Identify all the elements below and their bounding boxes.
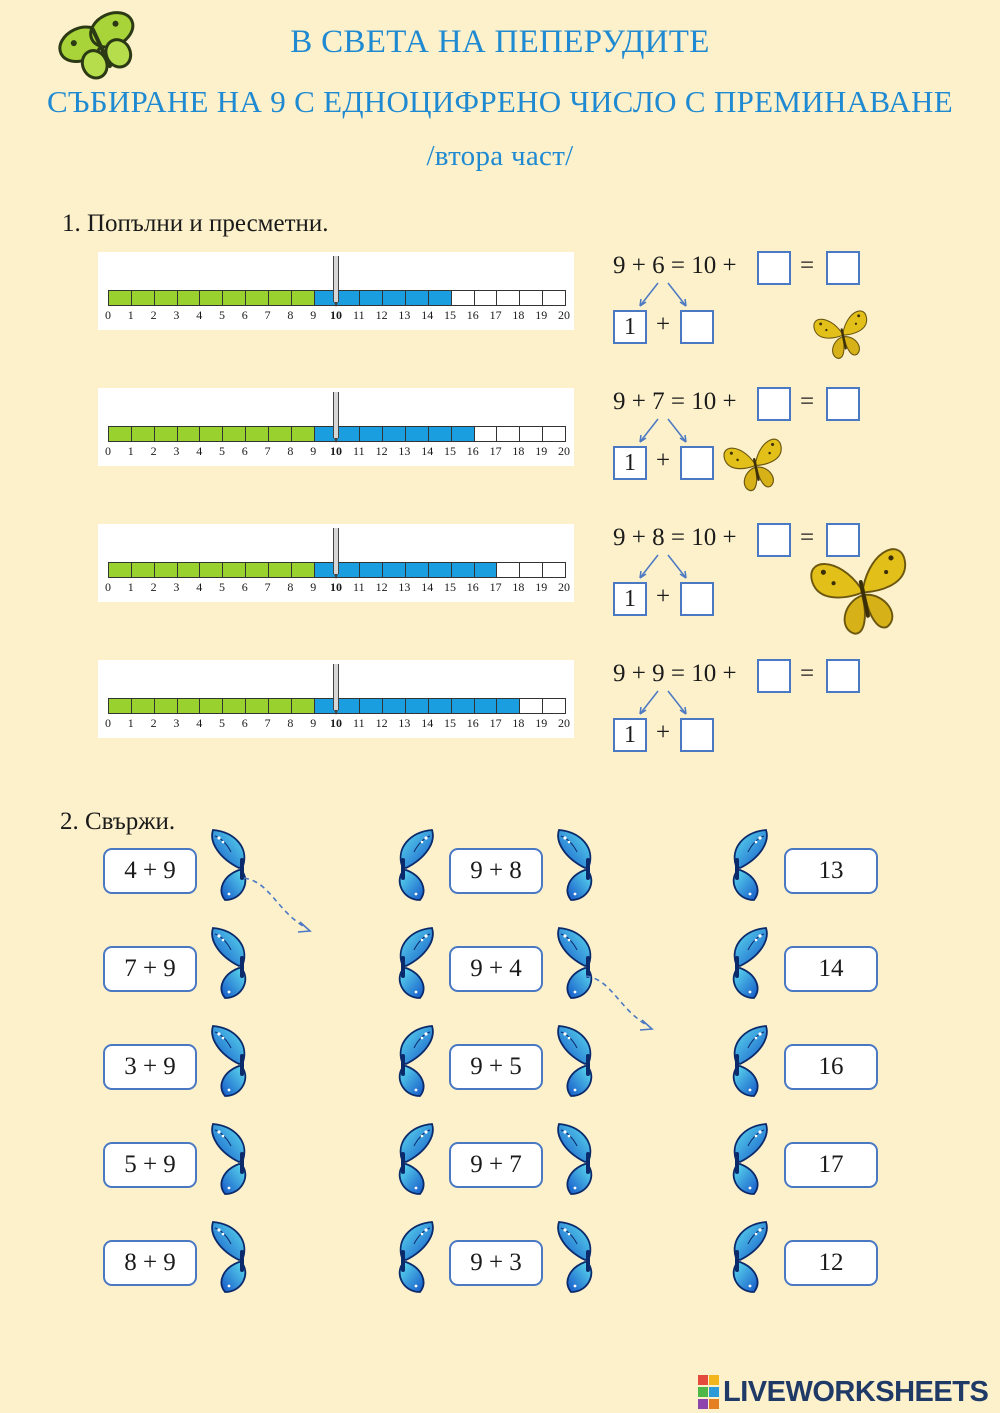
logo-text: LIVEWORKSHEETS	[723, 1375, 989, 1408]
ten-marker-needle	[333, 664, 339, 710]
number-line-cell	[109, 563, 132, 577]
number-line-cell	[360, 699, 383, 713]
number-line-cell	[406, 291, 429, 305]
number-line-label: 9	[310, 580, 317, 594]
number-line-label: 12	[375, 444, 388, 458]
number-line-cell	[132, 291, 155, 305]
number-line-label: 5	[219, 444, 225, 458]
number-line-label: 19	[535, 716, 548, 730]
number-line-label: 3	[173, 716, 180, 730]
number-line-label: 1	[127, 444, 134, 458]
number-line-label: 18	[512, 580, 525, 594]
result-card[interactable]: 13	[784, 848, 878, 894]
number-line-label: 17	[489, 580, 502, 594]
equals-sign: =	[800, 524, 815, 551]
number-line-label: 20	[558, 716, 570, 730]
number-line-label: 13	[398, 308, 411, 322]
number-line-cell	[132, 699, 155, 713]
number-line-label: 15	[444, 716, 456, 730]
number-line-cell	[200, 427, 223, 441]
number-line-cell	[269, 291, 292, 305]
number-line-label: 0	[105, 580, 111, 594]
blue-butterfly-icon[interactable]	[392, 1024, 442, 1105]
number-line-cell	[155, 291, 178, 305]
number-line-label: 2	[150, 444, 157, 458]
number-line-label: 6	[241, 580, 248, 594]
number-line-cell	[497, 427, 520, 441]
answer-box-result[interactable]	[826, 251, 860, 285]
number-line-cell	[178, 563, 201, 577]
answer-box-result[interactable]	[826, 387, 860, 421]
number-line-label: 12	[375, 716, 388, 730]
number-line-label: 6	[241, 716, 248, 730]
middle-expression-card[interactable]: 9 + 3	[449, 1240, 543, 1286]
plus-sign: +	[656, 311, 671, 338]
middle-expression-card[interactable]: 9 + 4	[449, 946, 543, 992]
number-line-label: 17	[489, 308, 502, 322]
number-line-label: 9	[310, 308, 317, 322]
answer-box-split[interactable]	[680, 582, 714, 616]
number-line-label: 4	[196, 716, 203, 730]
number-line-label: 14	[421, 580, 434, 594]
number-line-label: 7	[264, 716, 271, 730]
number-line-cell	[178, 427, 201, 441]
number-line-cell	[269, 427, 292, 441]
blue-butterfly-icon[interactable]	[726, 828, 776, 909]
answer-box-addend[interactable]	[757, 523, 791, 557]
number-line-label: 16	[466, 444, 479, 458]
blue-butterfly-icon[interactable]	[203, 1220, 253, 1301]
page-part: /втора част/	[426, 140, 574, 172]
number-line-cell	[360, 427, 383, 441]
answer-box-split[interactable]	[680, 446, 714, 480]
number-line-cell	[520, 427, 543, 441]
number-line-cell	[337, 699, 360, 713]
answer-box-split[interactable]	[680, 310, 714, 344]
number-line-cell	[520, 699, 543, 713]
answer-box-addend[interactable]	[757, 659, 791, 693]
answer-box-result[interactable]	[826, 659, 860, 693]
number-line-cell	[520, 563, 543, 577]
number-line-cell	[543, 563, 565, 577]
number-line-cell	[155, 563, 178, 577]
number-line-label: 8	[287, 444, 294, 458]
blue-butterfly-icon[interactable]	[203, 1024, 253, 1105]
blue-butterfly-icon[interactable]	[549, 1122, 599, 1203]
number-line-label: 5	[219, 580, 225, 594]
number-line-cell	[269, 563, 292, 577]
left-expression-card[interactable]: 4 + 9	[103, 848, 197, 894]
middle-expression-card[interactable]: 9 + 5	[449, 1044, 543, 1090]
number-line-cell	[155, 427, 178, 441]
number-line-label: 10	[330, 444, 342, 458]
number-line-cell	[200, 291, 223, 305]
number-line-label: 13	[398, 716, 411, 730]
number-line-label: 16	[466, 308, 479, 322]
number-line-cell	[223, 427, 246, 441]
answer-box-addend[interactable]	[757, 387, 791, 421]
blue-butterfly-icon[interactable]	[392, 828, 442, 909]
answer-box-addend[interactable]	[757, 251, 791, 285]
number-line-label: 14	[421, 716, 434, 730]
split-arrows-icon	[628, 280, 698, 310]
dashed-arrow-2	[582, 968, 662, 1038]
number-line-cell	[109, 291, 132, 305]
green-butterfly-icon	[58, 8, 144, 86]
number-line	[98, 252, 574, 330]
number-line-cell	[383, 427, 406, 441]
number-line-cell	[383, 291, 406, 305]
number-line-cell	[452, 291, 475, 305]
number-line-label: 9	[310, 444, 317, 458]
number-line-label: 19	[535, 580, 548, 594]
blue-butterfly-icon[interactable]	[726, 1122, 776, 1203]
split-arrows-icon	[628, 552, 698, 582]
number-line-cell	[132, 563, 155, 577]
number-line-cell	[475, 291, 498, 305]
plus-sign: +	[656, 719, 671, 746]
number-line-label: 7	[264, 580, 271, 594]
task2-label: 2. Свържи.	[60, 808, 176, 835]
number-line-label: 20	[558, 308, 570, 322]
number-line-label: 4	[196, 444, 203, 458]
number-line-cell	[497, 291, 520, 305]
number-line-label: 0	[105, 716, 111, 730]
number-line-cell	[292, 699, 315, 713]
plus-sign: +	[656, 447, 671, 474]
number-line-cell	[223, 699, 246, 713]
result-card[interactable]: 14	[784, 946, 878, 992]
number-line-label: 18	[512, 716, 525, 730]
number-line-label: 8	[287, 308, 294, 322]
blue-butterfly-icon[interactable]	[726, 926, 776, 1007]
number-line-label: 14	[421, 308, 434, 322]
number-line-label: 16	[466, 580, 479, 594]
split-one-box: 1	[613, 310, 647, 344]
number-line-cell	[223, 563, 246, 577]
number-line-label: 2	[150, 580, 157, 594]
number-line-cell	[497, 699, 520, 713]
number-line	[98, 388, 574, 466]
blue-butterfly-icon[interactable]	[392, 1220, 442, 1301]
number-line	[98, 524, 574, 602]
number-line-label: 19	[535, 308, 548, 322]
number-line-cell	[543, 291, 565, 305]
number-line-cell	[246, 563, 269, 577]
number-line-label: 15	[444, 580, 456, 594]
number-line-label: 11	[353, 716, 365, 730]
liveworksheets-logo	[698, 1372, 988, 1412]
split-one-box: 1	[613, 582, 647, 616]
number-line-cell	[292, 563, 315, 577]
middle-expression-card[interactable]: 9 + 8	[449, 848, 543, 894]
number-line-label: 17	[489, 444, 502, 458]
blue-butterfly-icon[interactable]	[726, 1220, 776, 1301]
number-line-label: 6	[241, 308, 248, 322]
number-line-cell	[178, 291, 201, 305]
number-line-label: 8	[287, 580, 294, 594]
number-line-label: 11	[353, 444, 365, 458]
number-line-label: 8	[287, 716, 294, 730]
number-line-label: 3	[173, 308, 180, 322]
blue-butterfly-icon[interactable]	[392, 926, 442, 1007]
number-line-label: 19	[535, 444, 548, 458]
number-line-cell	[200, 699, 223, 713]
equals-sign: =	[800, 388, 815, 415]
ten-marker-needle	[333, 392, 339, 438]
result-card[interactable]: 16	[784, 1044, 878, 1090]
task1-label: 1. Попълни и пресметни.	[62, 210, 329, 237]
equation-text: 9 + 8 = 10 +	[613, 524, 737, 551]
number-line-cell	[543, 427, 565, 441]
number-line-cell	[452, 699, 475, 713]
yellow-butterfly-icon	[722, 436, 789, 500]
number-line-label: 15	[444, 308, 456, 322]
number-line-label: 3	[173, 580, 180, 594]
number-line-cell	[429, 291, 452, 305]
number-line-cell	[429, 563, 452, 577]
number-line-cell	[155, 699, 178, 713]
ten-marker-needle	[333, 528, 339, 574]
number-line-label: 2	[150, 716, 157, 730]
result-card[interactable]: 17	[784, 1142, 878, 1188]
number-line-label: 3	[173, 444, 180, 458]
number-line-cell	[383, 563, 406, 577]
number-line-label: 1	[127, 580, 134, 594]
number-line-label: 20	[558, 444, 570, 458]
yellow-butterfly-icon	[812, 308, 874, 368]
number-line-cell	[246, 291, 269, 305]
number-line-cell	[406, 699, 429, 713]
number-line-cell	[360, 563, 383, 577]
left-expression-card[interactable]: 8 + 9	[103, 1240, 197, 1286]
number-line-label: 18	[512, 444, 525, 458]
number-line-label: 13	[398, 580, 411, 594]
number-line-label: 11	[353, 580, 365, 594]
number-line-cell	[292, 291, 315, 305]
number-line-label: 10	[330, 716, 342, 730]
number-line-cell	[200, 563, 223, 577]
number-line-label: 0	[105, 308, 111, 322]
page-subtitle: СЪБИРАНЕ НА 9 С ЕДНОЦИФРЕНО ЧИСЛО С ПРЕМИНАВАНЕ	[47, 84, 953, 119]
number-line-label: 10	[330, 308, 342, 322]
number-line-label: 9	[310, 716, 317, 730]
logo-mark-icon	[698, 1375, 720, 1409]
number-line-label: 11	[353, 308, 365, 322]
number-line-cell	[109, 427, 132, 441]
dashed-arrow-1	[240, 870, 320, 940]
number-line-label: 14	[421, 444, 434, 458]
number-line-label: 15	[444, 444, 456, 458]
number-line-label: 7	[264, 444, 271, 458]
number-line-cell	[178, 699, 201, 713]
blue-butterfly-icon[interactable]	[726, 1024, 776, 1105]
number-line-label: 6	[241, 444, 248, 458]
number-line-label: 4	[196, 308, 203, 322]
number-line-cell	[543, 699, 565, 713]
number-line-label: 12	[375, 580, 388, 594]
number-line-label: 4	[196, 580, 203, 594]
number-line-cell	[383, 699, 406, 713]
equation-text: 9 + 6 = 10 +	[613, 252, 737, 279]
number-line-cell	[246, 427, 269, 441]
number-line-label: 12	[375, 308, 388, 322]
yellow-butterfly-icon	[808, 544, 918, 646]
number-line-cell	[337, 427, 360, 441]
blue-butterfly-icon[interactable]	[549, 828, 599, 909]
number-line-label: 7	[264, 308, 271, 322]
result-card[interactable]: 12	[784, 1240, 878, 1286]
split-one-box: 1	[613, 718, 647, 752]
number-line-label: 0	[105, 444, 111, 458]
blue-butterfly-icon[interactable]	[203, 1122, 253, 1203]
plus-sign: +	[656, 583, 671, 610]
number-line-cell	[109, 699, 132, 713]
number-line-cell	[520, 291, 543, 305]
number-line-cell	[475, 699, 498, 713]
number-line-cell	[246, 699, 269, 713]
number-line-label: 5	[219, 308, 225, 322]
number-line-cell	[475, 427, 498, 441]
split-arrows-icon	[628, 416, 698, 446]
number-line-cell	[475, 563, 498, 577]
number-line-label: 1	[127, 308, 134, 322]
left-expression-card[interactable]: 7 + 9	[103, 946, 197, 992]
ten-marker-needle	[333, 256, 339, 302]
number-line-cell	[429, 699, 452, 713]
number-line-cell	[223, 291, 246, 305]
number-line-cell	[429, 427, 452, 441]
equals-sign: =	[800, 660, 815, 687]
number-line-cell	[452, 563, 475, 577]
number-line-cell	[337, 291, 360, 305]
number-line-label: 13	[398, 444, 411, 458]
number-line-label: 20	[558, 580, 570, 594]
left-expression-card[interactable]: 5 + 9	[103, 1142, 197, 1188]
number-line-label: 17	[489, 716, 502, 730]
split-one-box: 1	[613, 446, 647, 480]
equation-text: 9 + 9 = 10 +	[613, 660, 737, 687]
number-line-label: 1	[127, 716, 134, 730]
number-line-cell	[452, 427, 475, 441]
answer-box-split[interactable]	[680, 718, 714, 752]
number-line-label: 5	[219, 716, 225, 730]
number-line-cell	[406, 427, 429, 441]
number-line-cell	[269, 699, 292, 713]
equation-text: 9 + 7 = 10 +	[613, 388, 737, 415]
number-line-cell	[292, 427, 315, 441]
number-line-cell	[132, 427, 155, 441]
middle-expression-card[interactable]: 9 + 7	[449, 1142, 543, 1188]
number-line-label: 2	[150, 308, 157, 322]
left-expression-card[interactable]: 3 + 9	[103, 1044, 197, 1090]
number-line-cell	[337, 563, 360, 577]
number-line-cell	[497, 563, 520, 577]
equals-sign: =	[800, 252, 815, 279]
blue-butterfly-icon[interactable]	[549, 1220, 599, 1301]
page-title: В СВЕТА НА ПЕПЕРУДИТЕ	[290, 24, 710, 60]
number-line-label: 10	[330, 580, 342, 594]
number-line-cell	[360, 291, 383, 305]
number-line	[98, 660, 574, 738]
number-line-cell	[406, 563, 429, 577]
split-arrows-icon	[628, 688, 698, 718]
blue-butterfly-icon[interactable]	[392, 1122, 442, 1203]
number-line-label: 16	[466, 716, 479, 730]
number-line-label: 18	[512, 308, 525, 322]
